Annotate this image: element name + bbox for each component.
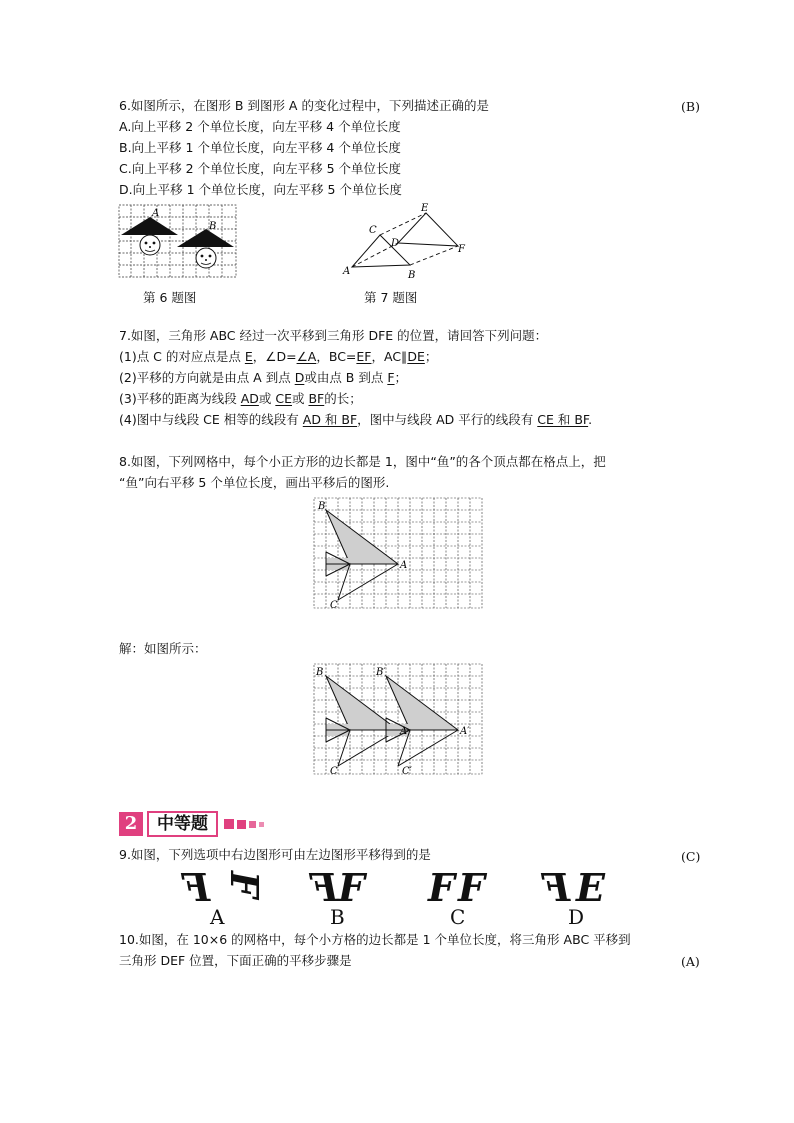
q9-option-b-label: B: [330, 905, 345, 929]
q6-option-d: D.向上平移 1 个单位长度，向左平移 5 个单位长度: [119, 182, 402, 197]
q6-label-b: B: [209, 221, 217, 232]
svg-text:F: F: [311, 865, 338, 908]
q6-shape-b: [177, 229, 234, 268]
q8-label-a: A: [400, 560, 408, 571]
q7-label-a: A: [343, 266, 351, 277]
q6-shape-a: [121, 217, 178, 255]
q7-part-1: (1)点 C 的对应点是点 E，∠D=∠A，BC=EF，AC∥DE；: [119, 349, 438, 364]
section-title: 中等题: [147, 811, 218, 837]
q8-sol-label-b: B: [316, 667, 324, 678]
section-header: [119, 811, 264, 837]
q8-label-b: B: [318, 501, 326, 512]
q8-stem-line-1: 8.如图，下列网格中，每个小正方形的边长都是 1，图中“鱼”的各个顶点都在格点上，把: [119, 454, 606, 469]
q8-label-c: C: [330, 600, 338, 611]
q8-stem-line-2: “鱼”向右平移 5 个单位长度，画出平移后的图形.: [119, 475, 390, 490]
q7-label-e: E: [421, 203, 429, 214]
q6-figure: [118, 204, 238, 279]
q7-caption: 第 7 题图: [364, 290, 418, 305]
q8-solution-figure: [312, 662, 484, 777]
q8-sol-label-a: A: [400, 726, 408, 737]
q9-options-figure: [180, 864, 620, 908]
decor-square: [224, 819, 234, 829]
q7-part-2: (2)平移的方向就是由点 A 到点 D或由点 B 到点 F；: [119, 370, 408, 385]
q9-option-d-label: D: [568, 905, 585, 929]
q6-caption: 第 6 题图: [143, 290, 197, 305]
q8-grid-figure: [312, 496, 484, 611]
q7-label-b: B: [408, 270, 416, 281]
q6-label-a: A: [152, 208, 160, 219]
q9-option-a-shape: [180, 865, 267, 908]
svg-text:F: F: [183, 865, 210, 908]
q7-part-3: (3)平移的距离为线段 AD或 CE或 BF的长；: [119, 391, 362, 406]
decor-square: [249, 821, 256, 828]
q8-sol-label-c-prime: C′: [402, 766, 412, 777]
q7-label-f: F: [458, 244, 465, 255]
q8-sol-label-b-prime: B′: [376, 667, 386, 678]
q9-option-c-label: C: [450, 905, 466, 929]
svg-text:F: F: [222, 871, 267, 898]
svg-text:F: F: [543, 865, 570, 908]
q10-stem-line-1: 10.如图，在 10×6 的网格中，每个小方格的边长都是 1 个单位长度，将三角形 ABC 平移到: [119, 932, 631, 947]
svg-text:F: F: [458, 865, 485, 908]
q6-option-a: A.向上平移 2 个单位长度，向左平移 4 个单位长度: [119, 119, 401, 134]
svg-text:E: E: [576, 865, 605, 908]
q9-option-c-shape: [427, 865, 488, 908]
q8-solution-text: 解：如图所示：: [119, 641, 207, 656]
q8-solution-grid: [314, 664, 482, 774]
q6-answer: (B): [681, 99, 700, 114]
q7-figure: [340, 200, 475, 285]
q8-sol-label-a-prime: A′: [460, 726, 470, 737]
q10-answer: (A): [681, 954, 700, 969]
q7-label-c: C: [369, 225, 377, 236]
svg-text:F: F: [338, 865, 365, 908]
section-number: 2: [119, 812, 143, 836]
q9-answer: (C): [681, 849, 701, 864]
q9-option-b-shape: [308, 865, 368, 908]
q7-part-4: (4)图中与线段 CE 相等的线段有 AD 和 BF，图中与线段 AD 平行的线段有 CE 和 BF.: [119, 412, 593, 427]
decor-square: [237, 820, 246, 829]
q8-sol-label-c: C: [330, 766, 338, 777]
q9-option-a-label: A: [210, 905, 225, 929]
q6-option-c: C.向上平移 2 个单位长度，向左平移 5 个单位长度: [119, 161, 402, 176]
q9-stem: 9.如图，下列选项中右边图形可由左边图形平移得到的是: [119, 847, 431, 862]
decor-square: [259, 822, 264, 827]
q9-option-d-shape: [540, 865, 606, 908]
q10-stem-line-2: 三角形 DEF 位置，下面正确的平移步骤是: [119, 953, 352, 968]
q6-stem: 6.如图所示，在图形 B 到图形 A 的变化过程中，下列描述正确的是: [119, 98, 489, 113]
q6-option-b: B.向上平移 1 个单位长度，向左平移 4 个单位长度: [119, 140, 401, 155]
svg-text:F: F: [428, 865, 455, 908]
q7-stem: 7.如图，三角形 ABC 经过一次平移到三角形 DFE 的位置，请回答下列问题：: [119, 328, 548, 343]
q7-label-d: D: [391, 238, 400, 249]
q8-grid: [314, 498, 482, 608]
